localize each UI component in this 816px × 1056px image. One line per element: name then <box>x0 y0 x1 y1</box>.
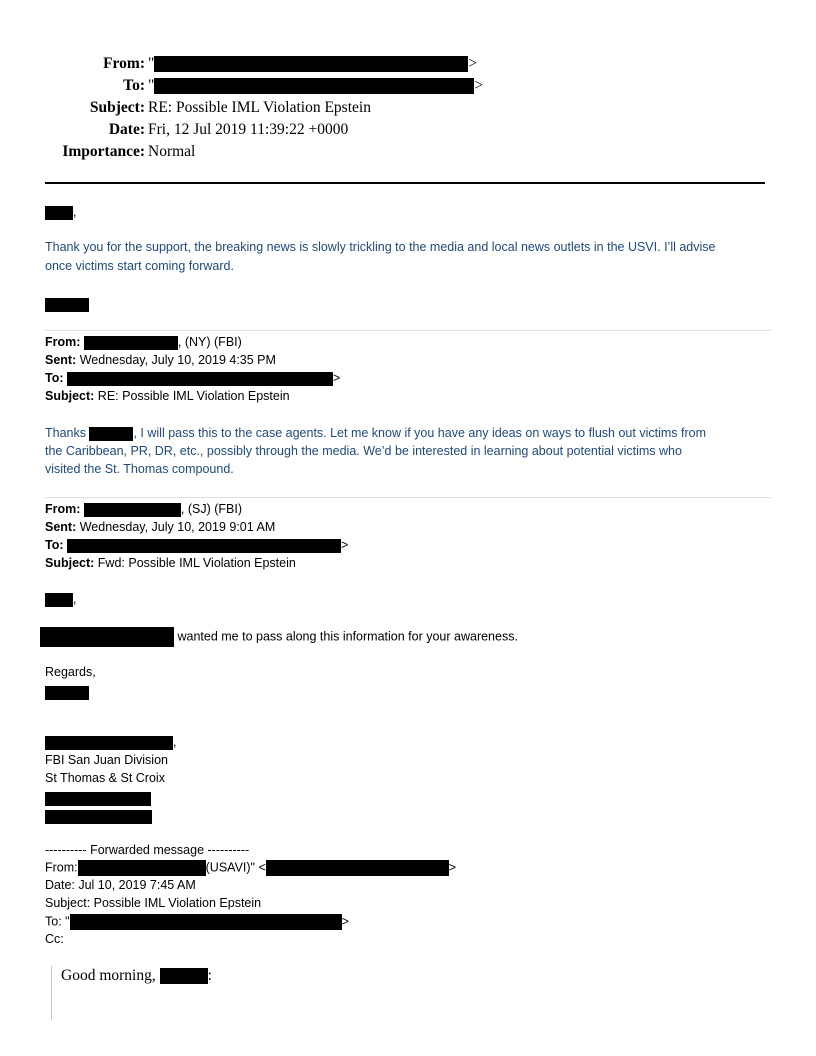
msg3-sent <box>45 520 275 534</box>
header-to-quote: " <box>148 77 155 94</box>
quoted-greeting <box>61 967 212 985</box>
msg2-body-line1 <box>45 426 706 441</box>
header-to-value <box>148 76 483 96</box>
forwarded-from <box>45 860 456 876</box>
redaction <box>78 860 206 876</box>
header-date-row <box>0 120 145 140</box>
msg3-sent-value: Wednesday, July 10, 2019 9:01 AM <box>79 520 276 534</box>
msg2-body-line2: the Caribbean, PR, DR, etc., possibly through the media. We’d be interested in learning about potential victims who <box>45 444 682 458</box>
quote-bar <box>51 966 52 1020</box>
msg2-from-label: From: <box>45 335 81 349</box>
forwarded-divider: ---------- Forwarded message ---------- <box>45 843 250 857</box>
header-date-label: Date: <box>108 121 145 138</box>
quoted-greeting-colon: : <box>207 967 212 984</box>
redaction <box>45 810 152 824</box>
msg2-from <box>45 335 242 350</box>
msg3-signature-location: St Thomas & St Croix <box>45 771 165 785</box>
redaction <box>67 539 341 553</box>
reply1-body-line1: Thank you for the support, the breaking news is slowly trickling to the media and local news outlets in the USVI. I’ll advise <box>45 240 716 254</box>
header-divider <box>45 182 765 184</box>
forwarded-from-suffix: > <box>448 860 457 875</box>
msg3-from <box>45 502 242 517</box>
msg3-sent-label: Sent: <box>45 520 77 534</box>
header-date-value: Fri, 12 Jul 2019 11:39:22 +0000 <box>148 121 349 138</box>
forwarded-date: Date: Jul 10, 2019 7:45 AM <box>45 878 196 892</box>
msg2-subject <box>45 389 290 403</box>
redaction <box>154 56 468 72</box>
msg2-to-suffix: > <box>333 371 341 385</box>
header-to-row <box>0 76 145 96</box>
msg2-to <box>45 371 340 386</box>
msg3-greeting <box>45 592 76 607</box>
msg3-to-suffix: > <box>341 538 349 552</box>
msg3-regards-name <box>45 684 89 702</box>
forwarded-to-suffix: > <box>341 914 349 929</box>
redaction <box>67 372 333 386</box>
header-subject-row <box>0 98 145 118</box>
header-from-bracket: > <box>468 55 478 72</box>
redaction <box>45 298 89 312</box>
msg2-body-line3: visited the St. Thomas compound. <box>45 462 234 476</box>
msg3-from-suffix: , (SJ) (FBI) <box>180 502 243 516</box>
msg3-signature-office: FBI San Juan Division <box>45 753 168 767</box>
redaction <box>154 78 474 94</box>
msg2-body-prefix: Thanks <box>45 426 86 440</box>
message-separator <box>45 330 771 331</box>
header-from-quote: " <box>148 55 155 72</box>
redaction <box>70 914 342 930</box>
forwarded-cc: Cc: <box>45 932 64 946</box>
signature-comma: , <box>173 735 177 749</box>
greeting-comma: , <box>73 592 77 606</box>
header-from-label: From: <box>103 55 145 72</box>
forwarded-subject: Subject: Possible IML Violation Epstein <box>45 896 262 910</box>
header-importance-value: Normal <box>148 143 196 160</box>
redaction <box>84 336 178 350</box>
msg3-body-text: wanted me to pass along this information for your awareness. <box>177 629 518 644</box>
header-from-value <box>148 54 477 74</box>
header-from-row <box>0 54 145 74</box>
forwarded-to-prefix: To: " <box>45 914 70 929</box>
msg3-to <box>45 538 348 553</box>
header-to-label: To: <box>123 77 145 94</box>
redaction <box>45 686 89 700</box>
header-importance-label: Importance: <box>62 143 145 160</box>
header-subject-value: RE: Possible IML Violation Epstein <box>148 99 371 116</box>
redaction <box>45 792 151 806</box>
message-separator <box>45 497 771 498</box>
reply1-body-line2: once victims start coming forward. <box>45 259 234 273</box>
msg3-to-label: To: <box>45 538 64 552</box>
msg2-subject-label: Subject: <box>45 389 95 403</box>
msg3-subject <box>45 556 296 570</box>
redaction <box>160 968 208 984</box>
header-subject-label: Subject: <box>89 99 145 116</box>
redaction <box>45 593 73 607</box>
forwarded-from-mid: (USAVI)" < <box>205 860 266 875</box>
redaction <box>266 860 449 876</box>
msg3-body-line <box>40 627 518 647</box>
forwarded-from-label: From: <box>45 860 78 875</box>
msg2-sent <box>45 353 276 367</box>
msg3-signature-name <box>45 735 176 750</box>
msg3-subject-label: Subject: <box>45 556 95 570</box>
msg3-subject-value: Fwd: Possible IML Violation Epstein <box>97 556 296 570</box>
msg2-subject-value: RE: Possible IML Violation Epstein <box>97 389 290 403</box>
redaction <box>84 503 181 517</box>
msg2-sent-value: Wednesday, July 10, 2019 4:35 PM <box>79 353 276 367</box>
msg2-sent-label: Sent: <box>45 353 77 367</box>
greeting-comma: , <box>73 205 77 219</box>
reply1-greeting <box>45 205 76 220</box>
forwarded-to <box>45 914 349 930</box>
redaction <box>40 627 174 647</box>
quoted-greeting-text: Good morning, <box>61 967 156 984</box>
msg2-body-line1-rest: , I will pass this to the case agents. Let me know if you have any ideas on ways to flush out victims from <box>133 426 706 440</box>
msg2-from-suffix: , (NY) (FBI) <box>177 335 242 349</box>
redaction <box>45 206 73 220</box>
redaction <box>45 736 173 750</box>
header-importance-row <box>0 142 145 162</box>
redaction <box>89 427 133 441</box>
header-to-bracket: > <box>474 77 484 94</box>
msg3-regards: Regards, <box>45 665 96 679</box>
msg3-signature-phone1 <box>45 790 151 808</box>
msg3-signature-phone2 <box>45 808 152 826</box>
msg2-to-label: To: <box>45 371 64 385</box>
reply1-signature <box>45 296 89 314</box>
msg3-from-label: From: <box>45 502 81 516</box>
